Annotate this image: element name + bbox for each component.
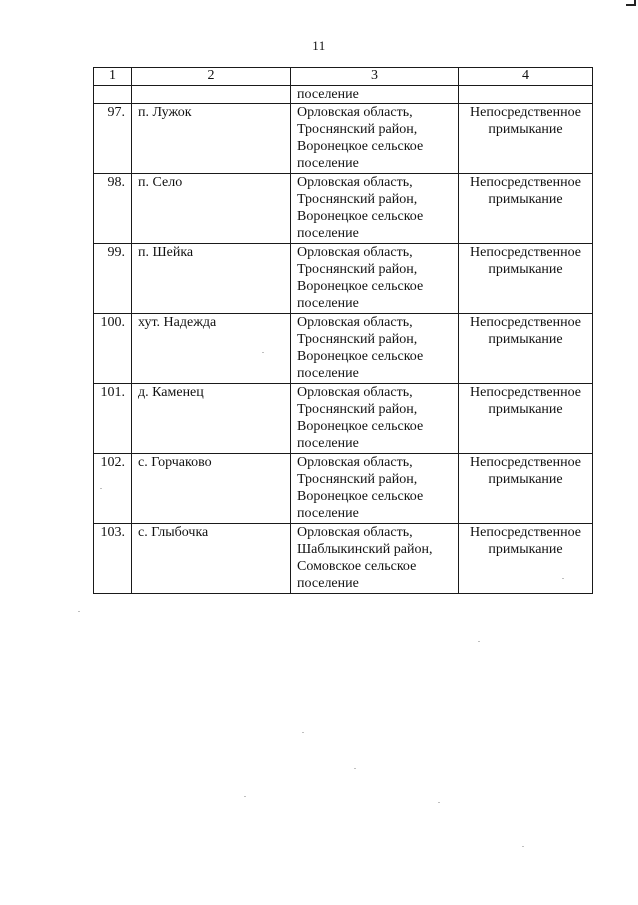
scan-speck (78, 611, 80, 612)
continuation-number-cell (94, 86, 132, 104)
connection-type-cell: Непосредственное примыкание (459, 104, 593, 174)
connection-type-cell: Непосредственное примыкание (459, 454, 593, 524)
location-cell (291, 524, 459, 594)
location-line: Троснянский район, (297, 332, 418, 347)
location-line: поселение (297, 576, 359, 591)
continuation-name-cell (132, 86, 291, 104)
location-line: Троснянский район, (297, 472, 418, 487)
location-cell (291, 174, 459, 244)
scan-speck (522, 846, 524, 847)
location-line: Воронецкое сельское (297, 139, 424, 154)
settlement-name-cell: п. Шейка (132, 244, 291, 314)
column-header-2: 2 (132, 68, 291, 86)
scan-speck (100, 488, 102, 489)
location-cell (291, 314, 459, 384)
settlement-name-cell: п. Село (132, 174, 291, 244)
location-line: Троснянский район, (297, 262, 418, 277)
column-header-3: 3 (291, 68, 459, 86)
location-line: Воронецкое сельское (297, 419, 424, 434)
location-line: Орловская область, (297, 525, 413, 540)
row-number-cell: 97. (94, 104, 132, 174)
connection-type-cell: Непосредственное примыкание (459, 524, 593, 594)
location-line: Троснянский район, (297, 402, 418, 417)
row-number-cell: 100. (94, 314, 132, 384)
row-number-cell: 103. (94, 524, 132, 594)
settlements-table (93, 67, 593, 594)
location-line: Орловская область, (297, 245, 413, 260)
location-line: Воронецкое сельское (297, 489, 424, 504)
settlement-name-cell: с. Глыбочка (132, 524, 291, 594)
location-line: Орловская область, (297, 105, 413, 120)
table-header-row (94, 68, 593, 86)
location-cell (291, 104, 459, 174)
scan-speck (478, 641, 480, 642)
settlement-name-cell: д. Каменец (132, 384, 291, 454)
column-header-4: 4 (459, 68, 593, 86)
continuation-row (94, 86, 593, 104)
location-line: поселение (297, 296, 359, 311)
location-line: Троснянский район, (297, 122, 418, 137)
scan-speck (302, 732, 304, 733)
continuation-location-cell (291, 86, 459, 104)
location-cell (291, 454, 459, 524)
location-line: Воронецкое сельское (297, 279, 424, 294)
table-row (94, 104, 593, 174)
location-line: Орловская область, (297, 315, 413, 330)
scan-speck (244, 796, 246, 797)
location-line: поселение (297, 506, 359, 521)
table-row (94, 314, 593, 384)
row-number-cell: 99. (94, 244, 132, 314)
page-number: 11 (312, 38, 326, 53)
table-row (94, 454, 593, 524)
table-row (94, 174, 593, 244)
connection-type-cell: Непосредственное примыкание (459, 244, 593, 314)
location-line: поселение (297, 156, 359, 171)
row-number-cell: 102. (94, 454, 132, 524)
column-header-1: 1 (94, 68, 132, 86)
row-number-cell: 101. (94, 384, 132, 454)
location-line: Воронецкое сельское (297, 349, 424, 364)
scan-corner-mark (626, 0, 636, 6)
continuation-type-cell (459, 86, 593, 104)
connection-type-cell: Непосредственное примыкание (459, 174, 593, 244)
location-line: Орловская область, (297, 385, 413, 400)
location-line: Воронецкое сельское (297, 209, 424, 224)
location-line: Троснянский район, (297, 192, 418, 207)
location-line: Орловская область, (297, 455, 413, 470)
scan-speck (262, 352, 264, 353)
table-row (94, 244, 593, 314)
location-line: Сомовское сельское (297, 559, 417, 574)
table-row (94, 384, 593, 454)
settlement-name-cell: хут. Надежда (132, 314, 291, 384)
location-line: Орловская область, (297, 175, 413, 190)
connection-type-cell: Непосредственное примыкание (459, 314, 593, 384)
scan-speck (438, 802, 440, 803)
location-line: поселение (297, 366, 359, 381)
settlement-name-cell: с. Горчаково (132, 454, 291, 524)
location-cell (291, 244, 459, 314)
scan-speck (562, 578, 564, 579)
location-cell (291, 384, 459, 454)
location-line: Шаблыкинский район, (297, 542, 433, 557)
table-row (94, 524, 593, 594)
row-number-cell: 98. (94, 174, 132, 244)
location-line: поселение (297, 226, 359, 241)
continuation-location-line: поселение (297, 87, 359, 102)
connection-type-cell: Непосредственное примыкание (459, 384, 593, 454)
location-line: поселение (297, 436, 359, 451)
scan-speck (354, 768, 356, 769)
settlement-name-cell: п. Лужок (132, 104, 291, 174)
